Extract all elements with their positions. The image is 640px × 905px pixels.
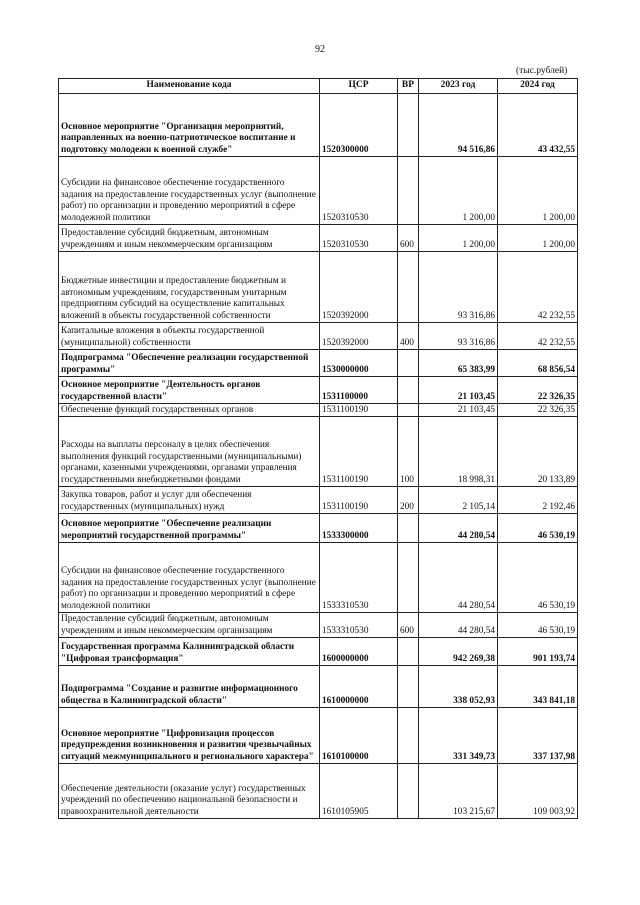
row-2024: 20 133,89 (498, 417, 578, 487)
row-vr: 600 (398, 225, 419, 252)
row-2023: 1 200,00 (419, 225, 498, 252)
row-name: Основное мероприятие "Обеспечение реализации мероприятий государственной программы" (59, 514, 320, 543)
row-name: Обеспечение функций государственных органов (59, 404, 320, 417)
row-2024: 337 137,98 (498, 708, 578, 764)
row-csr: 1610100000 (320, 708, 398, 764)
table-row (59, 514, 578, 543)
row-vr (398, 157, 419, 225)
row-csr: 1520310530 (320, 157, 398, 225)
row-vr (398, 404, 419, 417)
table-header-row (59, 79, 578, 94)
row-vr: 600 (398, 613, 419, 638)
table-row (59, 404, 578, 417)
row-2024: 109 003,92 (498, 764, 578, 819)
row-csr: 1520392000 (320, 252, 398, 323)
header-name: Наименование кода (59, 79, 320, 94)
row-csr: 1531100190 (320, 417, 398, 487)
row-2023: 65 383,99 (419, 350, 498, 377)
row-2024: 2 192,46 (498, 487, 578, 514)
row-name: Закупка товаров, работ и услуг для обеспечения государственных (муниципальных) нужд (59, 487, 320, 514)
row-2023: 93 316,86 (419, 323, 498, 350)
table-row (59, 638, 578, 666)
row-name: Государственная программа Калининградской области "Цифровая трансформация" (59, 638, 320, 666)
row-csr: 1533310530 (320, 613, 398, 638)
row-name: Основное мероприятие "Цифровизация процессов предупреждения возникновения и развития чрезвычайных ситуаций межмуниципального и регионального характера" (59, 708, 320, 764)
budget-table (58, 78, 578, 819)
table-row (59, 417, 578, 487)
table-row (59, 225, 578, 252)
header-csr: ЦСР (320, 79, 398, 94)
row-name: Расходы на выплаты персоналу в целях обеспечения выполнения функций государственными (муниципальными) органами, казенными учреждениями, органами управления государственными внебюджетными фондами (59, 417, 320, 487)
row-2024: 22 326,35 (498, 377, 578, 404)
row-name: Подпрограмма "Обеспечение реализации государственной программы" (59, 350, 320, 377)
row-vr: 400 (398, 323, 419, 350)
row-csr: 1610000000 (320, 666, 398, 708)
row-2023: 21 103,45 (419, 404, 498, 417)
row-csr: 1520310530 (320, 225, 398, 252)
row-2024: 46 530,19 (498, 543, 578, 613)
row-vr (398, 252, 419, 323)
row-2024: 1 200,00 (498, 157, 578, 225)
row-2023: 44 280,54 (419, 543, 498, 613)
row-2023: 942 269,38 (419, 638, 498, 666)
row-2024: 42 232,55 (498, 252, 578, 323)
table-row (59, 708, 578, 764)
row-csr: 1533300000 (320, 514, 398, 543)
row-2023: 331 349,73 (419, 708, 498, 764)
row-vr (398, 543, 419, 613)
table-row (59, 377, 578, 404)
table-row (59, 94, 578, 157)
row-2023: 44 280,54 (419, 514, 498, 543)
row-2023: 21 103,45 (419, 377, 498, 404)
header-vr: ВР (398, 79, 419, 94)
row-2023: 93 316,86 (419, 252, 498, 323)
row-2024: 68 856,54 (498, 350, 578, 377)
row-vr (398, 94, 419, 157)
table-row (59, 157, 578, 225)
header-2023: 2023 год (419, 79, 498, 94)
row-vr (398, 708, 419, 764)
row-2024: 343 841,18 (498, 666, 578, 708)
row-2024: 46 530,19 (498, 514, 578, 543)
row-2024: 43 432,55 (498, 94, 578, 157)
row-2023: 94 516,86 (419, 94, 498, 157)
row-vr (398, 377, 419, 404)
row-vr: 200 (398, 487, 419, 514)
row-name: Основное мероприятие "Деятельность органов государственной власти" (59, 377, 320, 404)
row-name: Предоставление субсидий бюджетным, автономным учреждениям и иным некоммерческим организациям (59, 225, 320, 252)
row-2024: 901 193,74 (498, 638, 578, 666)
table-row (59, 764, 578, 819)
row-csr: 1520300000 (320, 94, 398, 157)
row-2024: 1 200,00 (498, 225, 578, 252)
row-name: Основное мероприятие "Организация мероприятий, направленных на военно-патриотическое воспитание и подготовку молодежи к военной службе" (59, 94, 320, 157)
row-name: Субсидии на финансовое обеспечение государственного задания на предоставление государственных услуг (выполнение работ) по организации и проведению мероприятий в сфере молодежной политики (59, 157, 320, 225)
table-row (59, 252, 578, 323)
row-name: Субсидии на финансовое обеспечение государственного задания на предоставление государственных услуг (выполнение работ) по организации и проведению мероприятий в сфере молодежной политики (59, 543, 320, 613)
row-2023: 44 280,54 (419, 613, 498, 638)
units-label: (тыс.рублей) (516, 66, 568, 76)
row-vr (398, 638, 419, 666)
row-2024: 46 530,19 (498, 613, 578, 638)
row-2023: 2 105,14 (419, 487, 498, 514)
row-vr (398, 350, 419, 377)
row-csr: 1531100190 (320, 487, 398, 514)
row-vr (398, 666, 419, 708)
row-name: Капитальные вложения в объекты государственной (муниципальной) собственности (59, 323, 320, 350)
row-name: Бюджетные инвестиции и предоставление бюджетным и автономным учреждениям, государственным унитарным предприятиям субсидий на осуществление капитальных вложений в объекты государственной собственности (59, 252, 320, 323)
table-row (59, 543, 578, 613)
row-csr: 1530000000 (320, 350, 398, 377)
row-2023: 1 200,00 (419, 157, 498, 225)
row-2023: 18 998,31 (419, 417, 498, 487)
table-row (59, 350, 578, 377)
row-csr: 1610105905 (320, 764, 398, 819)
header-2024: 2024 год (498, 79, 578, 94)
table-row (59, 323, 578, 350)
table-row (59, 487, 578, 514)
row-name: Предоставление субсидий бюджетным, автономным учреждениям и иным некоммерческим организациям (59, 613, 320, 638)
row-csr: 1520392000 (320, 323, 398, 350)
table-row (59, 613, 578, 638)
row-2023: 103 215,67 (419, 764, 498, 819)
row-csr: 1533310530 (320, 543, 398, 613)
row-csr: 1531100190 (320, 404, 398, 417)
row-vr (398, 514, 419, 543)
row-name: Подпрограмма "Создание и развитие информационного общества в Калининградской области" (59, 666, 320, 708)
table-row (59, 666, 578, 708)
page-number: 92 (315, 44, 325, 55)
row-2024: 22 326,35 (498, 404, 578, 417)
row-name: Обеспечение деятельности (оказание услуг) государственных учреждений по обеспечению национальной безопасности и правоохранительной деятельности (59, 764, 320, 819)
row-csr: 1531100000 (320, 377, 398, 404)
row-vr (398, 764, 419, 819)
row-csr: 1600000000 (320, 638, 398, 666)
row-vr: 100 (398, 417, 419, 487)
row-2023: 338 052,93 (419, 666, 498, 708)
row-2024: 42 232,55 (498, 323, 578, 350)
